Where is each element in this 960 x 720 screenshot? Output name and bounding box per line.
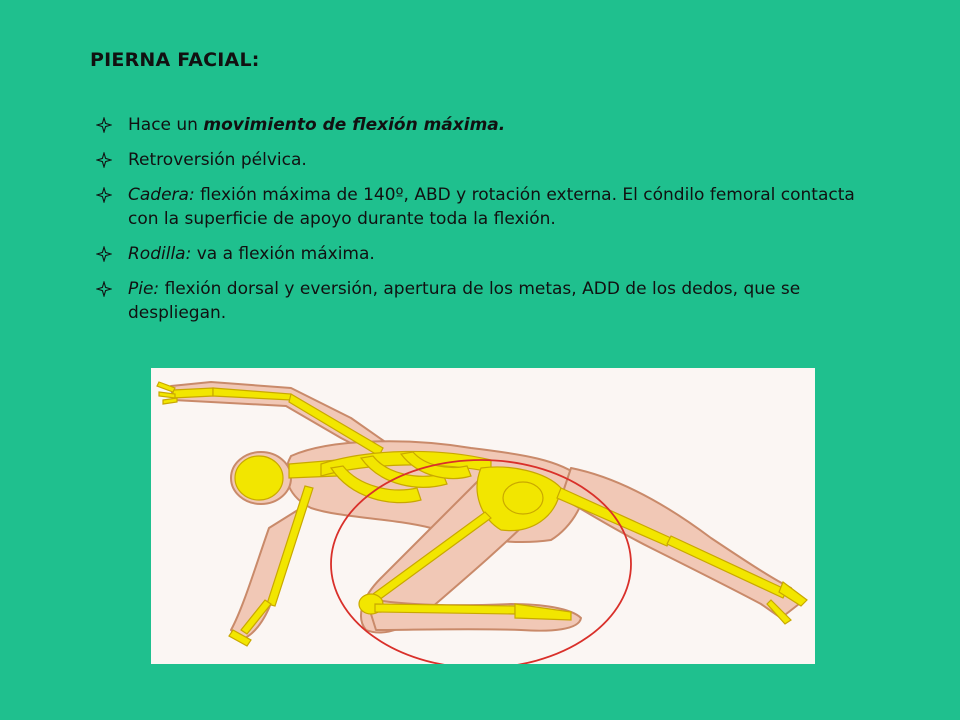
- four-point-star-icon: [96, 187, 112, 203]
- four-point-star-icon: [96, 117, 112, 133]
- bullet-text: flexión máxima de 140º, ABD y rotación externa. El cóndilo femoral contacta con la superficie de apoyo durante toda la flexión.: [128, 185, 855, 229]
- bullet-text: flexión dorsal y eversión, apertura de los metas, ADD de los dedos, que se despliegan.: [128, 279, 801, 323]
- bullet-text: Retroversión pélvica.: [128, 150, 307, 170]
- four-point-star-icon: [96, 152, 112, 168]
- bullet-item: [90, 113, 870, 137]
- bullet-list: [90, 113, 870, 336]
- bullet-term: Pie:: [128, 279, 160, 299]
- bullet-item: [90, 242, 870, 266]
- bullet-item: [90, 277, 870, 325]
- skeleton-illustration: [151, 368, 815, 664]
- bullet-item: [90, 183, 870, 231]
- four-point-star-icon: [96, 246, 112, 262]
- bullet-text-pre: Hace un: [128, 115, 204, 135]
- slide-title: PIERNA FACIAL:: [90, 49, 260, 71]
- skeleton-figure-svg: [151, 368, 815, 664]
- bullet-item: [90, 148, 870, 172]
- four-point-star-icon: [96, 281, 112, 297]
- bullet-term: Cadera:: [128, 185, 195, 205]
- bullet-text: va a flexión máxima.: [191, 244, 375, 264]
- bullet-term: Rodilla:: [128, 244, 192, 264]
- bullet-emphasis: movimiento de flexión máxima.: [203, 115, 506, 135]
